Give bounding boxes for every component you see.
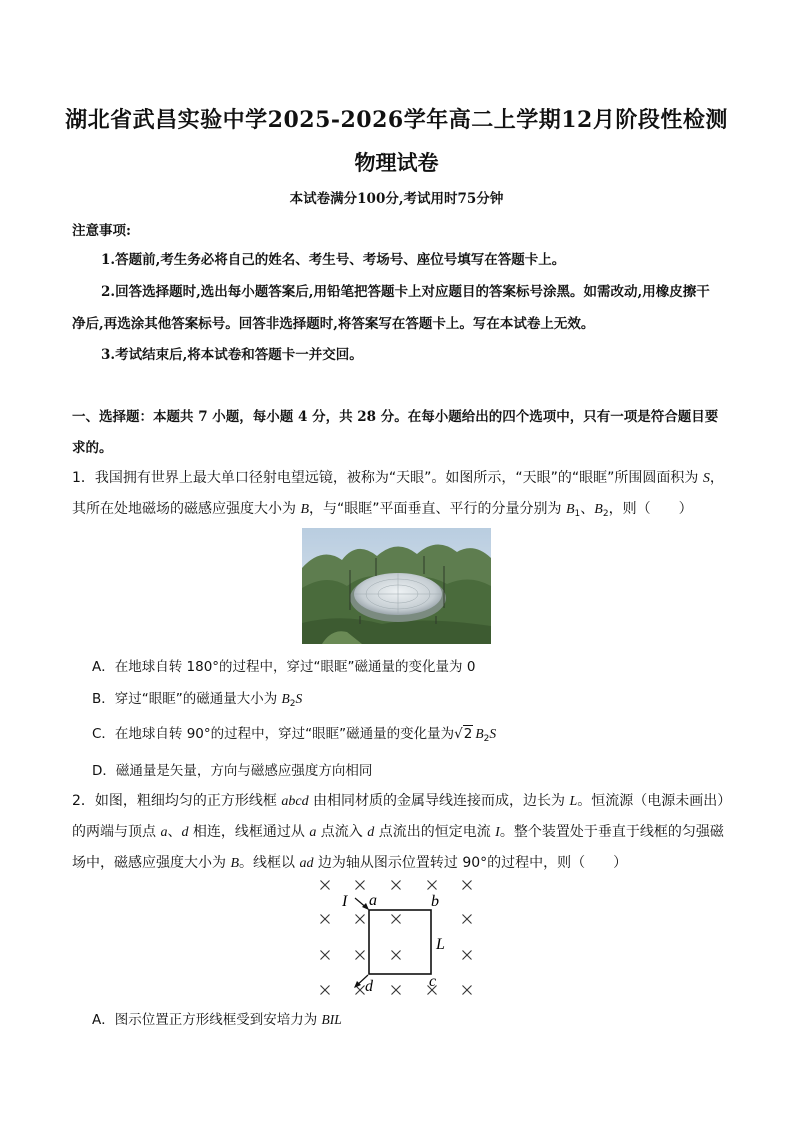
q2-option-a: A．图示位置正方形线框受到安培力为 BIL: [92, 1012, 342, 1028]
current-label: I: [342, 893, 348, 910]
side-length-label: L: [436, 936, 445, 953]
exam-info: 本试卷满分100分,考试用时75分钟: [289, 191, 504, 207]
q1-option-b: B．穿过“眼眶”的磁通量大小为 $B_2S$: [92, 691, 303, 709]
notes-heading: 注意事项:: [72, 223, 131, 239]
vertex-b-label: b: [431, 893, 439, 910]
q2-stem-line-1: 2．如图，粗细均匀的正方形线框 abcd 由相同材质的金属导线连接而成，边长为 L。恒流源（电源未画出）: [72, 793, 732, 809]
vertex-c-label: c: [429, 973, 437, 990]
exam-subtitle: 物理试卷: [354, 150, 439, 175]
notes-item-2-line-2: 净后,再选涂其他答案标号。回答非选择题时,将答案写在答题卡上。写在本试卷上无效。: [72, 316, 595, 332]
q1-stem-line-1: 1．我国拥有世界上最大单口径射电望远镜，被称为“天眼”。如图所示，“天眼”的“眼眶”所围圆面积为 S，: [72, 470, 724, 486]
square-loop-diagram: [305, 870, 490, 1005]
q2-stem-line-2: 的两端与顶点 a、d 相连，线框通过从 a 点流入 d 点流出的恒定电流 I。整个装置处于垂直于线框的匀强磁: [72, 824, 724, 840]
section-heading-line-1: 一、选择题：本题共 7 小题，每小题 4 分，共 28 分。在每小题给出的四个选项中，只有一项是符合题目要: [72, 409, 719, 425]
q2-stem-line-3: 场中，磁感应强度大小为 B。线框以 ad 边为轴从图示位置转过 90°的过程中，则（ ）: [72, 855, 628, 871]
notes-item-3: 3.考试结束后,将本试卷和答题卡一并交回。: [101, 347, 363, 363]
exam-title: 湖北省武昌实验中学2025-2026学年高二上学期12月阶段性检测: [65, 107, 728, 133]
notes-item-1: 1.答题前,考生务必将自己的姓名、考生号、考场号、座位号填写在答题卡上。: [101, 252, 566, 268]
vertex-d-label: d: [365, 978, 373, 995]
q1-stem-line-2: 其所在处地磁场的磁感应强度大小为 B，与“眼眶”平面垂直、平行的分量分别为 $B_1$、$B_2$，则（ ）: [72, 501, 693, 519]
q1-option-a: A．在地球自转 180°的过程中，穿过“眼眶”磁通量的变化量为 0: [92, 659, 476, 675]
vertex-a-label: a: [369, 892, 377, 909]
section-heading-line-2: 求的。: [72, 440, 113, 456]
q1-option-d: D．磁通量是矢量，方向与磁感应强度方向相同: [92, 763, 373, 779]
notes-item-2-line-1: 2.回答选择题时,选出每小题答案后,用铅笔把答题卡上对应题目的答案标号涂黑。如需改动,用橡皮擦干: [101, 284, 710, 300]
square-loop: [369, 910, 431, 974]
q1-option-c: C．在地球自转 90°的过程中，穿过“眼眶”磁通量的变化量为√2 $B_2S$: [92, 726, 497, 744]
telescope-photo: [302, 528, 491, 644]
